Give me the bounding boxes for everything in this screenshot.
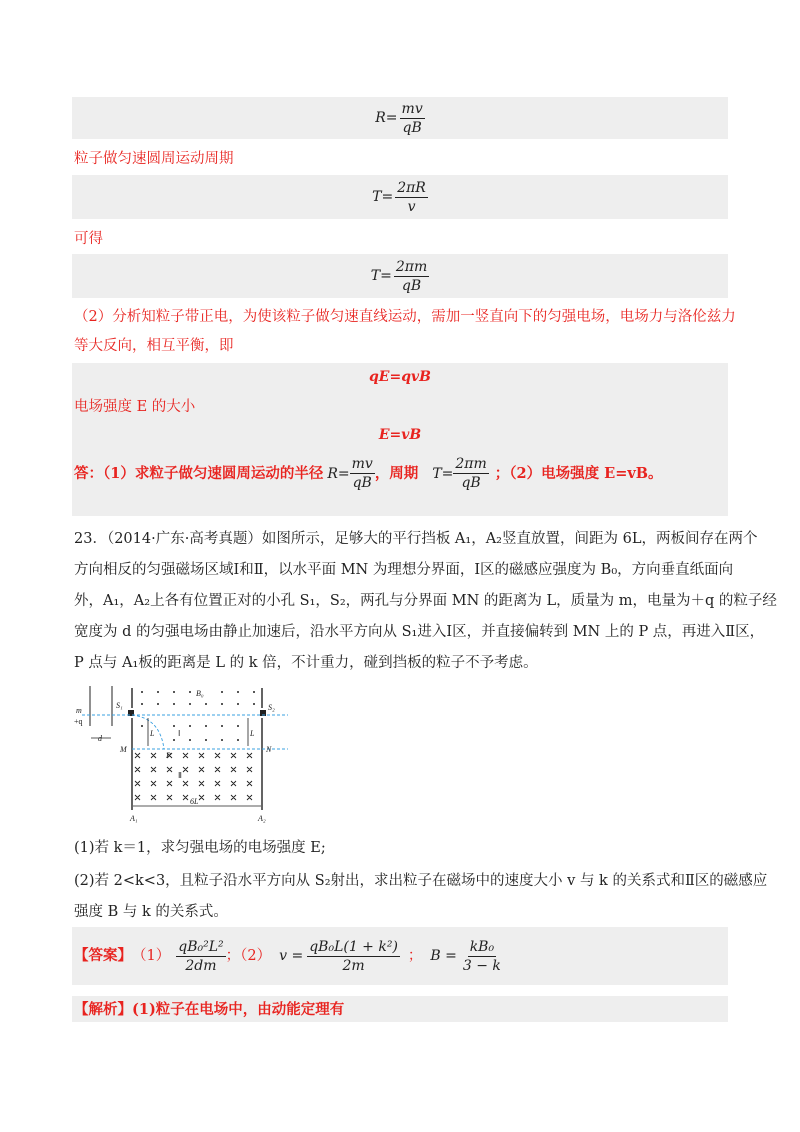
label-l-left: L <box>150 729 155 738</box>
answer-block: 【答案】 （1） $\frac{\text{qB₀²L²}}{2dm}$ ；（2） v = $\frac{\text{qB₀L(1 + k²)}}{2m}$ ； B = $\frac{\text{kB₀}}{3 - k}$ <box>72 927 728 985</box>
label-region-1: Ⅰ <box>178 729 181 738</box>
problem-line3: 外，A₁，A₂上各有位置正对的小孔 S₁，S₂，两孔与分界面 MN 的距离为 L，质量为 m，电量为＋q 的粒子经 <box>74 593 777 609</box>
equation-box-period <box>72 175 728 219</box>
text-part2-line1: （2）分析知粒子带正电，为使该粒子做匀速直线运动，需加一竖直向下的匀强电场，电场力与洛伦兹力 <box>74 309 736 325</box>
question-2-line1: (2)若 2<k<3，且粒子沿水平方向从 S₂射出，求出粒子在磁场中的速度大小 v 与 k 的关系式和Ⅱ区的磁感应 <box>74 873 768 889</box>
label-n-point: N <box>266 745 272 754</box>
problem-line2: 方向相反的匀强磁场区域Ⅰ和Ⅱ，以水平面 MN 为理想分界面，Ⅰ区的磁感应强度为 B₀，方向垂直纸面向 <box>74 562 734 578</box>
equation-box-radius <box>72 97 728 139</box>
label-a2: A₂ <box>258 814 266 823</box>
question-2-line2: 强度 B 与 k 的关系式。 <box>74 904 228 920</box>
label-b0: B₀ <box>196 689 204 698</box>
label-s2: S₂ <box>268 703 275 712</box>
label-a1: A₁ <box>130 814 138 823</box>
answer-summary: 答：（1）求粒子做匀速圆周运动的半径 R= $\frac{mv}{qB}$ ，周期 T= $\frac{2\pi m}{qB}$ ；（2）电场强度 E=vB。 <box>74 456 663 491</box>
text-period-intro: 粒子做匀速圆周运动周期 <box>74 151 234 167</box>
label-region-2: Ⅱ <box>178 771 182 780</box>
label-m-point: M <box>120 745 127 754</box>
label-s1: S₁ <box>116 701 123 710</box>
equation-efield: E=vB <box>378 427 422 443</box>
label-d: d <box>98 734 102 743</box>
answer-box <box>72 363 728 516</box>
equation-period: T= $\frac{2\pi R}{v}$ <box>372 179 426 215</box>
label-p-point: P <box>166 751 171 760</box>
answer-bfield: $\frac{\text{kB₀}}{3 - k}$ <box>462 938 501 974</box>
text-part2-line2: 等大反向，相互平衡，即 <box>74 338 234 354</box>
label-l-right: L <box>250 729 255 738</box>
text-kede: 可得 <box>74 231 103 247</box>
answer-label: 【答案】 <box>74 947 132 964</box>
equation-radius: R= $\frac{mv}{qB}$ <box>375 100 423 136</box>
problem-line1: 23．（2014·广东·高考真题）如图所示，足够大的平行挡板 A₁，A₂竖直放置，间距为 6L，两板间存在两个 <box>74 531 758 547</box>
label-q: +q <box>74 717 83 726</box>
analysis-block <box>72 996 728 1022</box>
label-6l: 6L <box>190 797 199 806</box>
label-m: m <box>76 706 82 715</box>
equation-box-period2 <box>72 254 728 298</box>
problem-line4: 宽度为 d 的匀强电场由静止加速后，沿水平方向从 S₁进入Ⅰ区，并直接偏转到 MN 上的 P 点，再进入Ⅱ区， <box>74 624 765 640</box>
question-1: (1)若 k＝1，求匀强电场的电场强度 E; <box>74 840 326 856</box>
analysis-label: 【解析】 <box>74 1001 132 1018</box>
physics-diagram <box>72 682 294 824</box>
equation-period2: T= $\frac{2\pi m}{qB}$ <box>370 258 428 294</box>
problem-line5: P 点与 A₁板的距离是 L 的 k 倍，不计重力，碰到挡板的粒子不予考虑。 <box>74 655 538 671</box>
answer-efield: $\frac{\text{qB₀²L²}}{2dm}$ <box>178 938 224 974</box>
analysis-text: (1)粒子在电场中，由动能定理有 <box>132 1001 345 1018</box>
equation-force-balance: qE=qvB <box>369 369 431 385</box>
text-efield-magnitude: 电场强度 E 的大小 <box>74 399 196 415</box>
answer-velocity: $\frac{\text{qB₀L(1 + k²)}}{2m}$ <box>309 938 398 974</box>
